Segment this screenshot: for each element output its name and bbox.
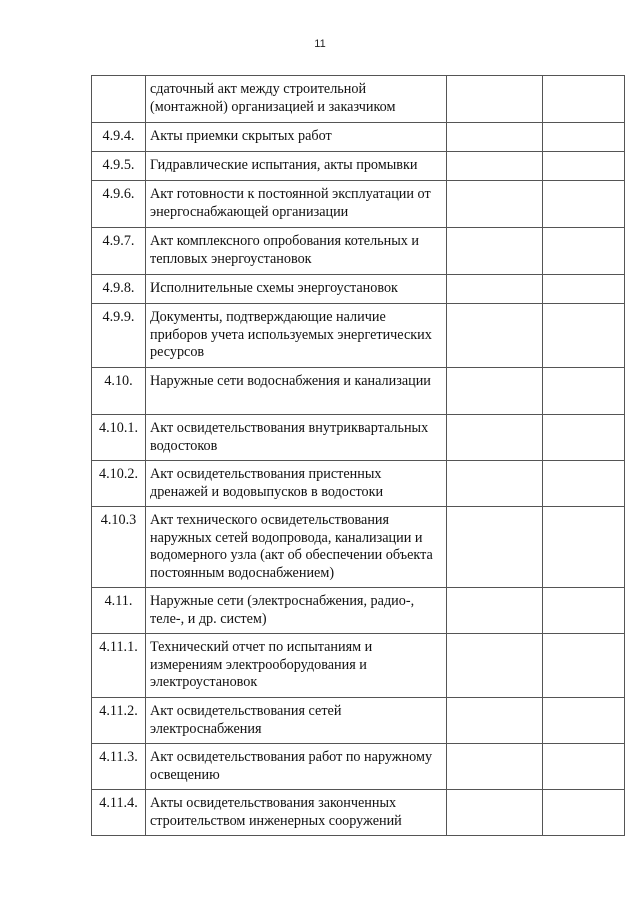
- empty-cell: [543, 275, 625, 304]
- table-body: [92, 76, 625, 836]
- empty-cell: [447, 461, 543, 507]
- table-row: [92, 228, 625, 275]
- empty-cell: [447, 698, 543, 744]
- table-row: [92, 461, 625, 507]
- item-description-cell: Гидравлические испытания, акты промывки: [146, 152, 447, 181]
- empty-cell: [447, 304, 543, 368]
- item-number-cell: 4.11.3.: [92, 744, 146, 790]
- empty-cell: [447, 507, 543, 588]
- empty-cell: [543, 76, 625, 123]
- empty-cell: [543, 415, 625, 461]
- empty-cell: [543, 634, 625, 698]
- empty-cell: [543, 744, 625, 790]
- item-number-cell: 4.11.: [92, 588, 146, 634]
- item-number-cell: 4.11.1.: [92, 634, 146, 698]
- item-description-cell: Технический отчет по испытаниям и измерениям электрооборудования и электроустановок: [146, 634, 447, 698]
- empty-cell: [543, 507, 625, 588]
- empty-cell: [543, 304, 625, 368]
- table-row: [92, 181, 625, 228]
- empty-cell: [543, 698, 625, 744]
- empty-cell: [447, 181, 543, 228]
- empty-cell: [447, 588, 543, 634]
- table-row: [92, 76, 625, 123]
- item-number-cell: 4.11.4.: [92, 790, 146, 836]
- item-number-cell: 4.11.2.: [92, 698, 146, 744]
- empty-cell: [447, 368, 543, 415]
- empty-cell: [447, 634, 543, 698]
- empty-cell: [543, 152, 625, 181]
- item-number-cell: 4.9.9.: [92, 304, 146, 368]
- item-number-cell: [92, 76, 146, 123]
- table-row: [92, 790, 625, 836]
- empty-cell: [447, 415, 543, 461]
- item-number-cell: 4.9.7.: [92, 228, 146, 275]
- table-row: [92, 744, 625, 790]
- empty-cell: [447, 228, 543, 275]
- table-row: [92, 275, 625, 304]
- item-number-cell: 4.10.3: [92, 507, 146, 588]
- empty-cell: [447, 123, 543, 152]
- empty-cell: [447, 152, 543, 181]
- empty-cell: [543, 461, 625, 507]
- item-description-cell: Акт освидетельствования внутриквартальных водостоков: [146, 415, 447, 461]
- item-description-cell: сдаточный акт между строительной (монтажной) организацией и заказчиком: [146, 76, 447, 123]
- table-row: [92, 634, 625, 698]
- item-description-cell: Наружные сети водоснабжения и канализации: [146, 368, 447, 415]
- empty-cell: [447, 76, 543, 123]
- table-row: [92, 588, 625, 634]
- empty-cell: [543, 181, 625, 228]
- table-row: [92, 152, 625, 181]
- table-row: [92, 304, 625, 368]
- item-description-cell: Акт технического освидетельствования наружных сетей водопровода, канализации и водомерного узла (акт об обеспечении объекта постоянным водоснабжением): [146, 507, 447, 588]
- item-number-cell: 4.9.5.: [92, 152, 146, 181]
- empty-cell: [543, 588, 625, 634]
- empty-cell: [543, 228, 625, 275]
- item-description-cell: Акт освидетельствования сетей электроснабжения: [146, 698, 447, 744]
- item-description-cell: Исполнительные схемы энергоустановок: [146, 275, 447, 304]
- item-description-cell: Документы, подтверждающие наличие приборов учета используемых энергетических ресурсов: [146, 304, 447, 368]
- table-row: [92, 123, 625, 152]
- item-number-cell: 4.10.: [92, 368, 146, 415]
- item-description-cell: Акты приемки скрытых работ: [146, 123, 447, 152]
- item-number-cell: 4.10.1.: [92, 415, 146, 461]
- item-description-cell: Акт готовности к постоянной эксплуатации от энергоснабжающей организации: [146, 181, 447, 228]
- empty-cell: [543, 790, 625, 836]
- item-description-cell: Наружные сети (электроснабжения, радио-, теле-, и др. систем): [146, 588, 447, 634]
- empty-cell: [447, 790, 543, 836]
- empty-cell: [543, 368, 625, 415]
- empty-cell: [447, 744, 543, 790]
- item-number-cell: 4.10.2.: [92, 461, 146, 507]
- table-row: [92, 415, 625, 461]
- empty-cell: [447, 275, 543, 304]
- item-number-cell: 4.9.4.: [92, 123, 146, 152]
- table-row: [92, 507, 625, 588]
- page-number: 11: [314, 38, 326, 50]
- item-description-cell: Акт освидетельствования пристенных дренажей и водовыпусков в водостоки: [146, 461, 447, 507]
- item-description-cell: Акты освидетельствования законченных строительством инженерных сооружений: [146, 790, 447, 836]
- item-description-cell: Акт освидетельствования работ по наружному освещению: [146, 744, 447, 790]
- empty-cell: [543, 123, 625, 152]
- item-number-cell: 4.9.6.: [92, 181, 146, 228]
- document-table: [91, 75, 625, 836]
- table-row: [92, 698, 625, 744]
- table-row: [92, 368, 625, 415]
- item-number-cell: 4.9.8.: [92, 275, 146, 304]
- item-description-cell: Акт комплексного опробования котельных и тепловых энергоустановок: [146, 228, 447, 275]
